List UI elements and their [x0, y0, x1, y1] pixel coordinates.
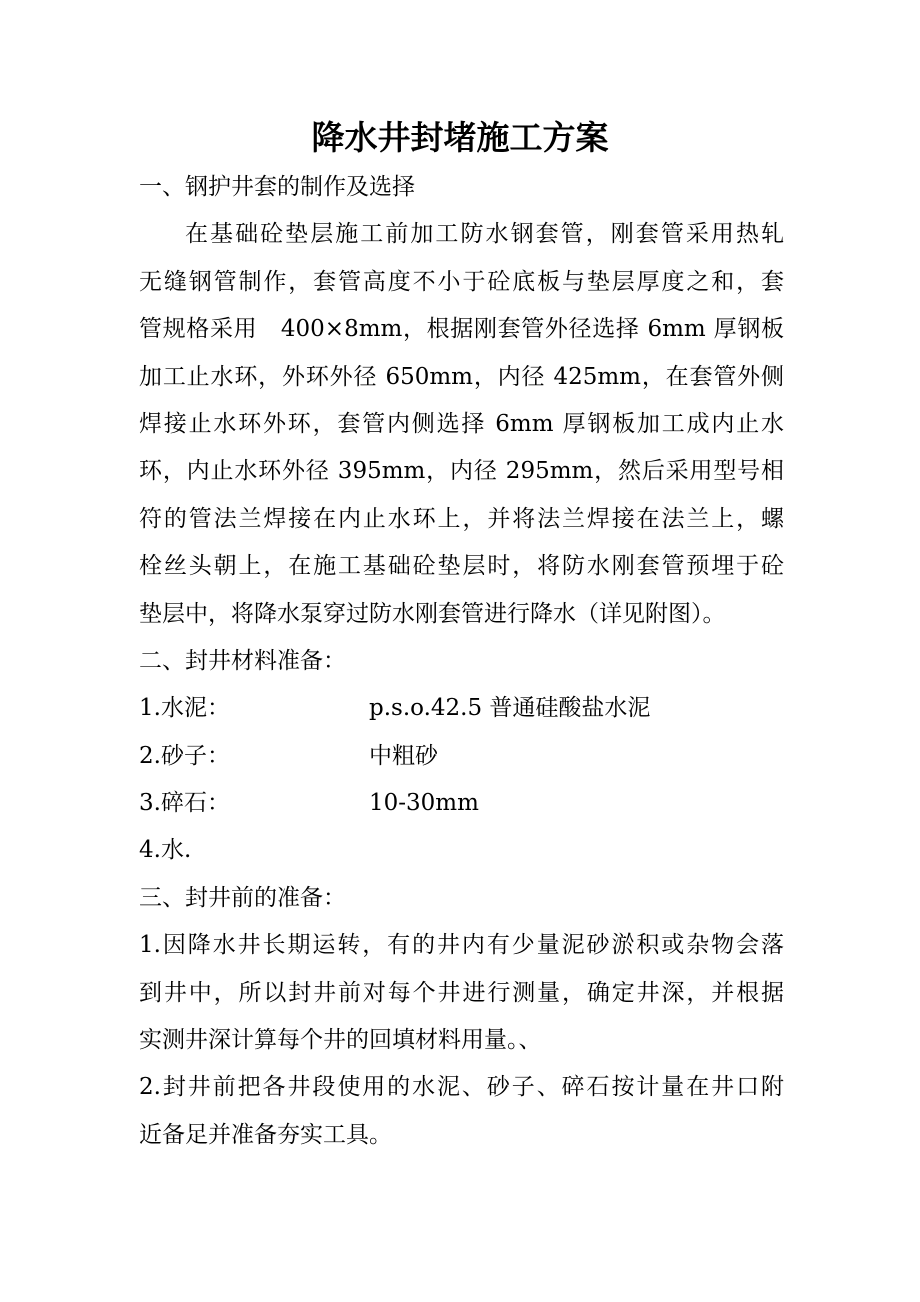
material-row-gravel	[139, 780, 784, 827]
document-body	[139, 164, 784, 1159]
section-3-line: 近备足并准备夯实工具。	[139, 1121, 392, 1148]
section-1-line: 环，内止水环外径 395mm，内径 295mm，然后采用型号相	[139, 458, 784, 485]
material-row-cement	[139, 685, 784, 732]
section-1-line: 管规格采用 400×8mm，根据刚套管外径选择 6mm 厚钢板	[139, 316, 784, 343]
section-1-line: 符的管法兰焊接在内止水环上，并将法兰焊接在法兰上，螺	[139, 505, 784, 532]
material-row-water	[139, 827, 784, 874]
material-label: 2.砂子：	[139, 742, 230, 769]
section-3-line: 实测井深计算每个井的回填材料用量。、	[139, 1027, 542, 1054]
section-1-line: 焊接止水环外环，套管内侧选择 6mm 厚钢板加工成内止水	[139, 410, 784, 437]
material-value: 10-30mm	[369, 790, 479, 817]
section-2-heading: 二、封井材料准备：	[139, 647, 346, 674]
material-label: 3.碎石：	[139, 790, 230, 817]
section-3-line: 2.封井前把各井段使用的水泥、砂子、碎石按计量在井口附	[139, 1074, 784, 1101]
section-3-heading: 三、封井前的准备：	[139, 884, 346, 911]
section-3-line: 1.因降水井长期运转，有的井内有少量泥砂淤积或杂物会落	[139, 932, 784, 959]
section-1-line: 无缝钢管制作，套管高度不小于砼底板与垫层厚度之和，套	[139, 268, 784, 295]
section-1-line: 栓丝头朝上，在施工基础砼垫层时，将防水刚套管预埋于砼	[139, 553, 784, 580]
section-1-line: 垫层中，将降水泵穿过防水刚套管进行降水（详见附图）。	[139, 600, 726, 627]
section-1-heading: 一、钢护井套的制作及选择	[139, 174, 415, 200]
material-label: 1.水泥：	[139, 695, 230, 722]
document-title: 降水井封堵施工方案	[311, 118, 609, 157]
material-label: 4.水.	[139, 837, 192, 864]
section-1-line: 加工止水环，外环外径 650mm，内径 425mm，在套管外侧	[139, 363, 784, 390]
material-value: p.s.o.42.5 普通硅酸盐水泥	[369, 695, 651, 722]
section-3-line: 到井中，所以封井前对每个井进行测量，确定井深，并根据	[139, 979, 784, 1006]
material-value: 中粗砂	[369, 742, 438, 769]
material-row-sand	[139, 733, 784, 780]
section-1-line: 在基础砼垫层施工前加工防水钢套管，刚套管采用热轧	[185, 221, 784, 248]
